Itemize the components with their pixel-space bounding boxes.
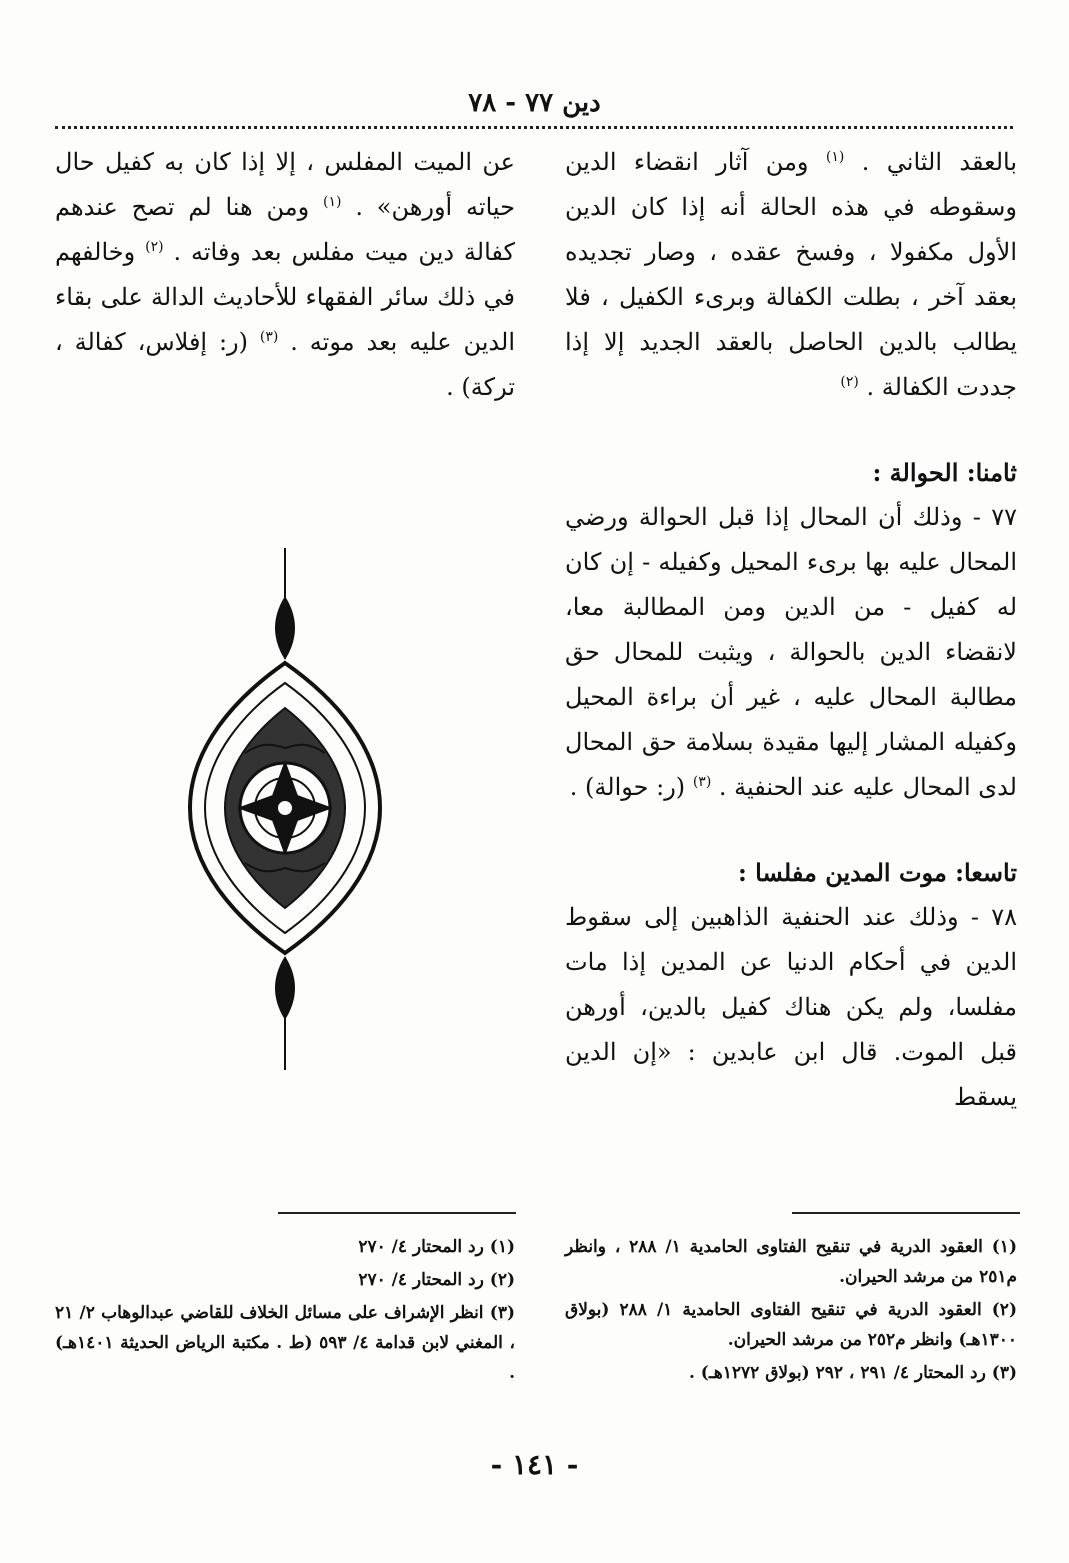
header-dotted-rule <box>55 126 1013 129</box>
footnote-ref: (١) <box>825 149 845 165</box>
footnote-item: (١) العقود الدرية في تنقيح الفتاوى الحامدية ١/ ٢٨٨ ، وانظر م٢٥١ من مرشد الحيران. <box>565 1237 1017 1287</box>
footnote-item: (٢) العقود الدرية في تنقيح الفتاوى الحامدية ١/ ٢٨٨ (بولاق ١٣٠٠هـ) وانظر م٢٥٢ من مرشد الحيران. <box>565 1300 1017 1350</box>
right-paragraph-1 <box>565 140 1017 410</box>
footnote-item: (٢) رد المحتار ٤/ ٢٧٠ <box>358 1270 515 1290</box>
page-number: - ١٤١ - <box>490 1448 579 1481</box>
text-span: عن الميت المفلس ، إلا إذا كان به كفيل حال حياته أورهن» . <box>55 148 515 221</box>
text-span: ومن آثار انقضاء الدين وسقوطه في هذه الحالة أنه إذا كان الدين الأول مكفولا ، وفسخ عقده ، وصار تجديده بعقد آخر ، بطلت الكفالة وبرىء الكفيل ، فلا يطالب بالدين الحاصل بالعقد الجديد إلا إذا جددت الكفالة . <box>565 148 1017 401</box>
text-span: (ر: إفلاس، كفالة ، تركة) . <box>55 328 515 401</box>
footnote-item: (٣) رد المحتار ٤/ ٢٩١ ، ٢٩٢ (بولاق ١٢٧٢هـ) . <box>688 1363 1017 1383</box>
section-heading-hawala: ثامنا: الحوالة : <box>872 458 1017 487</box>
text-span: ٧٧ - وذلك أن المحال إذا قبل الحوالة ورضي المحال عليه بها برىء المحيل وكفيله - إن كان له كفيل - من الدين ومن المطالبة معا، لانقضاء الدين بالحوالة ، ويثبت للمحال حق مطالبة المحال عليه ، غير أن براءة المحيل وكفيله المشار إليها مقيدة بسلامة حق المحال لدى المحال عليه عند الحنفية . <box>565 503 1017 801</box>
footnote-ref: (٢) <box>145 239 164 255</box>
footnote-separator-left <box>278 1212 516 1214</box>
arabesque-ornament-icon <box>185 548 385 1070</box>
left-column <box>55 140 515 410</box>
spacer <box>565 810 1017 850</box>
text-span: بالعقد الثاني . <box>861 148 1018 176</box>
left-paragraph-1 <box>55 140 515 410</box>
text-span: (ر: حوالة) . <box>569 773 686 801</box>
footnote-item: (١) رد المحتار ٤/ ٢٧٠ <box>358 1237 515 1257</box>
spacer <box>565 410 1017 450</box>
footnote-separator-right <box>792 1212 1020 1214</box>
footnote-ref: (٣) <box>692 774 712 790</box>
right-paragraph-77 <box>565 495 1017 810</box>
right-paragraph-78: ٧٨ - وذلك عند الحنفية الذاهبين إلى سقوط الدين في أحكام الدنيا عن المدين إذا مات مفلسا، ولم يكن هناك كفيل بالدين، أورهن قبل الموت. قال ابن عابدين : «إن الدين يسقط <box>565 903 1017 1111</box>
text-span: ومن هنا لم تصح عندهم كفالة دين ميت مفلس بعد وفاته . <box>55 193 515 266</box>
footnote-ref: (٢) <box>840 374 859 390</box>
section-heading-death-insolvent: تاسعا: موت المدين مفلسا : <box>737 858 1017 887</box>
footnotes-left <box>55 1232 515 1391</box>
right-column <box>565 140 1017 1120</box>
footnote-item: (٣) انظر الإشراف على مسائل الخلاف للقاضي عبدالوهاب ٢/ ٢١ ، المغني لابن قدامة ٤/ ٥٩٣ (ط . مكتبة الرياض الحديثة ١٤٠١هـ) . <box>55 1303 515 1383</box>
running-header: دين ٧٧ - ٧٨ <box>468 88 601 118</box>
footnotes-right <box>565 1232 1017 1391</box>
footnote-ref: (١) <box>323 194 342 210</box>
footnote-ref: (٣) <box>259 329 279 345</box>
text-span: وخالفهم في ذلك سائر الفقهاء للأحاديث الدالة على بقاء الدين عليه بعد موته . <box>55 238 515 356</box>
